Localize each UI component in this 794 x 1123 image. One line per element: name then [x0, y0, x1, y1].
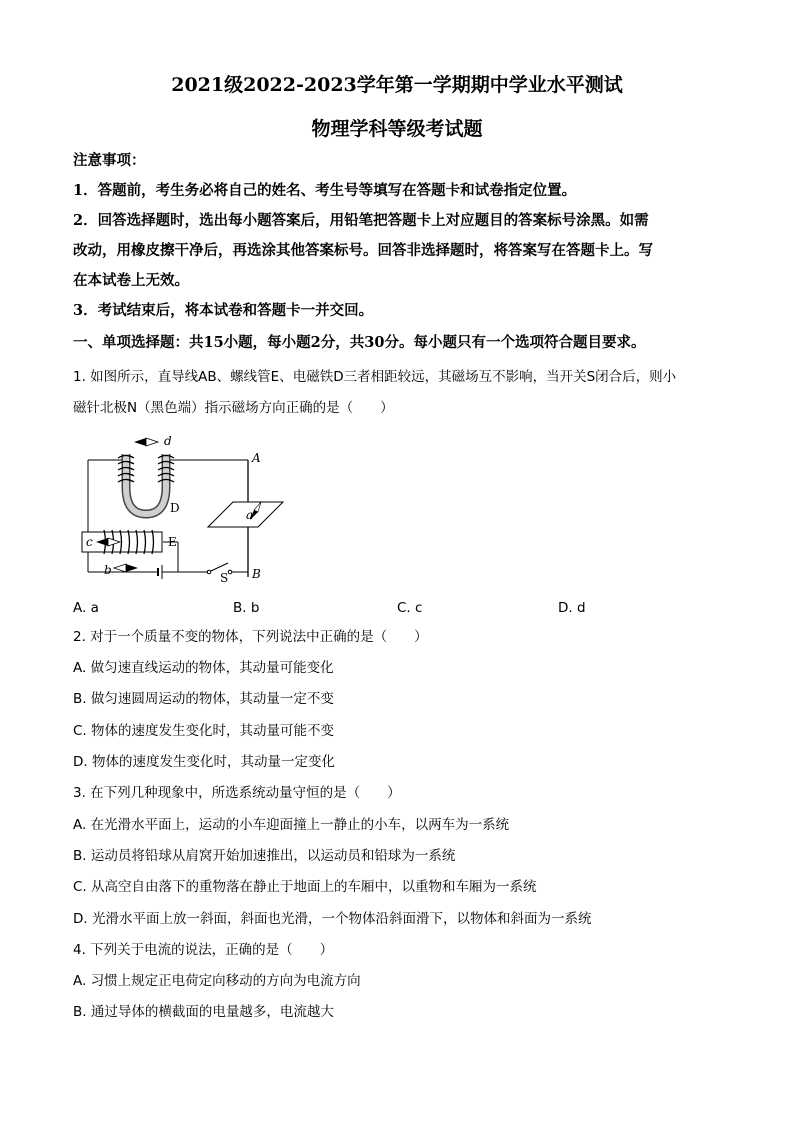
section-heading: 一、单项选择题：共15小题，每小题2分，共30分。每小题只有一个选项符合题目要求。 [73, 334, 646, 351]
notice-item-1: 1．答题前，考生务必将自己的姓名、考生号等填写在答题卡和试卷指定位置。 [73, 182, 577, 199]
q3-stem: 3. 在下列几种现象中，所选系统动量守恒的是（ ） [73, 785, 401, 801]
label-E: E [168, 535, 177, 549]
notice-item-2-line-2: 改动，用橡皮擦干净后，再选涂其他答案标号。回答非选择题时，将答案写在答题卡上。写 [73, 242, 653, 259]
label-S: S [220, 571, 229, 585]
notice-item-2-line-1: 2．回答选择题时，选出每小题答案后，用铅笔把答题卡上对应题目的答案标号涂黑。如需 [73, 212, 649, 229]
label-d: d [164, 434, 172, 448]
q4-option-b[interactable]: B. 通过导体的横截面的电量越多，电流越大 [73, 1004, 334, 1020]
q3-option-c[interactable]: C. 从高空自由落下的重物落在静止于地面上的车厢中，以重物和车厢为一系统 [73, 879, 537, 895]
label-A: A [252, 451, 261, 465]
notice-heading: 注意事项： [73, 152, 146, 169]
q1-options [73, 600, 723, 618]
exam-subtitle: 物理学科等级考试题 [311, 118, 483, 140]
label-c: c [86, 535, 93, 549]
notice-item-3: 3．考试结束后，将本试卷和答题卡一并交回。 [73, 302, 374, 319]
q1-option-a[interactable]: A. a [73, 600, 99, 616]
label-B: B [252, 567, 261, 581]
q2-option-a[interactable]: A. 做匀速直线运动的物体，其动量可能变化 [73, 660, 334, 676]
label-b: b [104, 563, 112, 577]
q2-option-b[interactable]: B. 做匀速圆周运动的物体，其动量一定不变 [73, 691, 334, 707]
label-D: D [170, 501, 180, 515]
q1-option-c[interactable]: C. c [397, 600, 423, 616]
q2-stem: 2. 对于一个质量不变的物体，下列说法中正确的是（ ） [73, 629, 428, 645]
q3-option-d[interactable]: D. 光滑水平面上放一斜面，斜面也光滑，一个物体沿斜面滑下，以物体和斜面为一系统 [73, 911, 592, 927]
q1-stem-line-2: 磁针北极N（黑色端）指示磁场方向正确的是（ ） [73, 400, 394, 416]
q1-stem-line-1: 1. 如图所示，直导线AB、螺线管E、电磁铁D三者相距较远，其磁场互不影响，当开关S闭合后，则小 [73, 369, 677, 385]
label-a: a [246, 508, 254, 522]
q3-option-b[interactable]: B. 运动员将铅球从肩窝开始加速推出，以运动员和铅球为一系统 [73, 848, 456, 864]
q2-option-c[interactable]: C. 物体的速度发生变化时，其动量可能不变 [73, 723, 335, 739]
circuit-diagram [78, 432, 298, 592]
q1-option-d[interactable]: D. d [558, 600, 586, 616]
notice-item-2-line-3: 在本试卷上无效。 [73, 272, 189, 289]
q4-stem: 4. 下列关于电流的说法，正确的是（ ） [73, 942, 334, 958]
exam-title: 2021级2022-2023学年第一学期期中学业水平测试 [171, 74, 623, 96]
q1-option-b[interactable]: B. b [233, 600, 260, 616]
q2-option-d[interactable]: D. 物体的速度发生变化时，其动量一定变化 [73, 754, 335, 770]
q3-option-a[interactable]: A. 在光滑水平面上，运动的小车迎面撞上一静止的小车，以两车为一系统 [73, 817, 510, 833]
q4-option-a[interactable]: A. 习惯上规定正电荷定向移动的方向为电流方向 [73, 973, 361, 989]
